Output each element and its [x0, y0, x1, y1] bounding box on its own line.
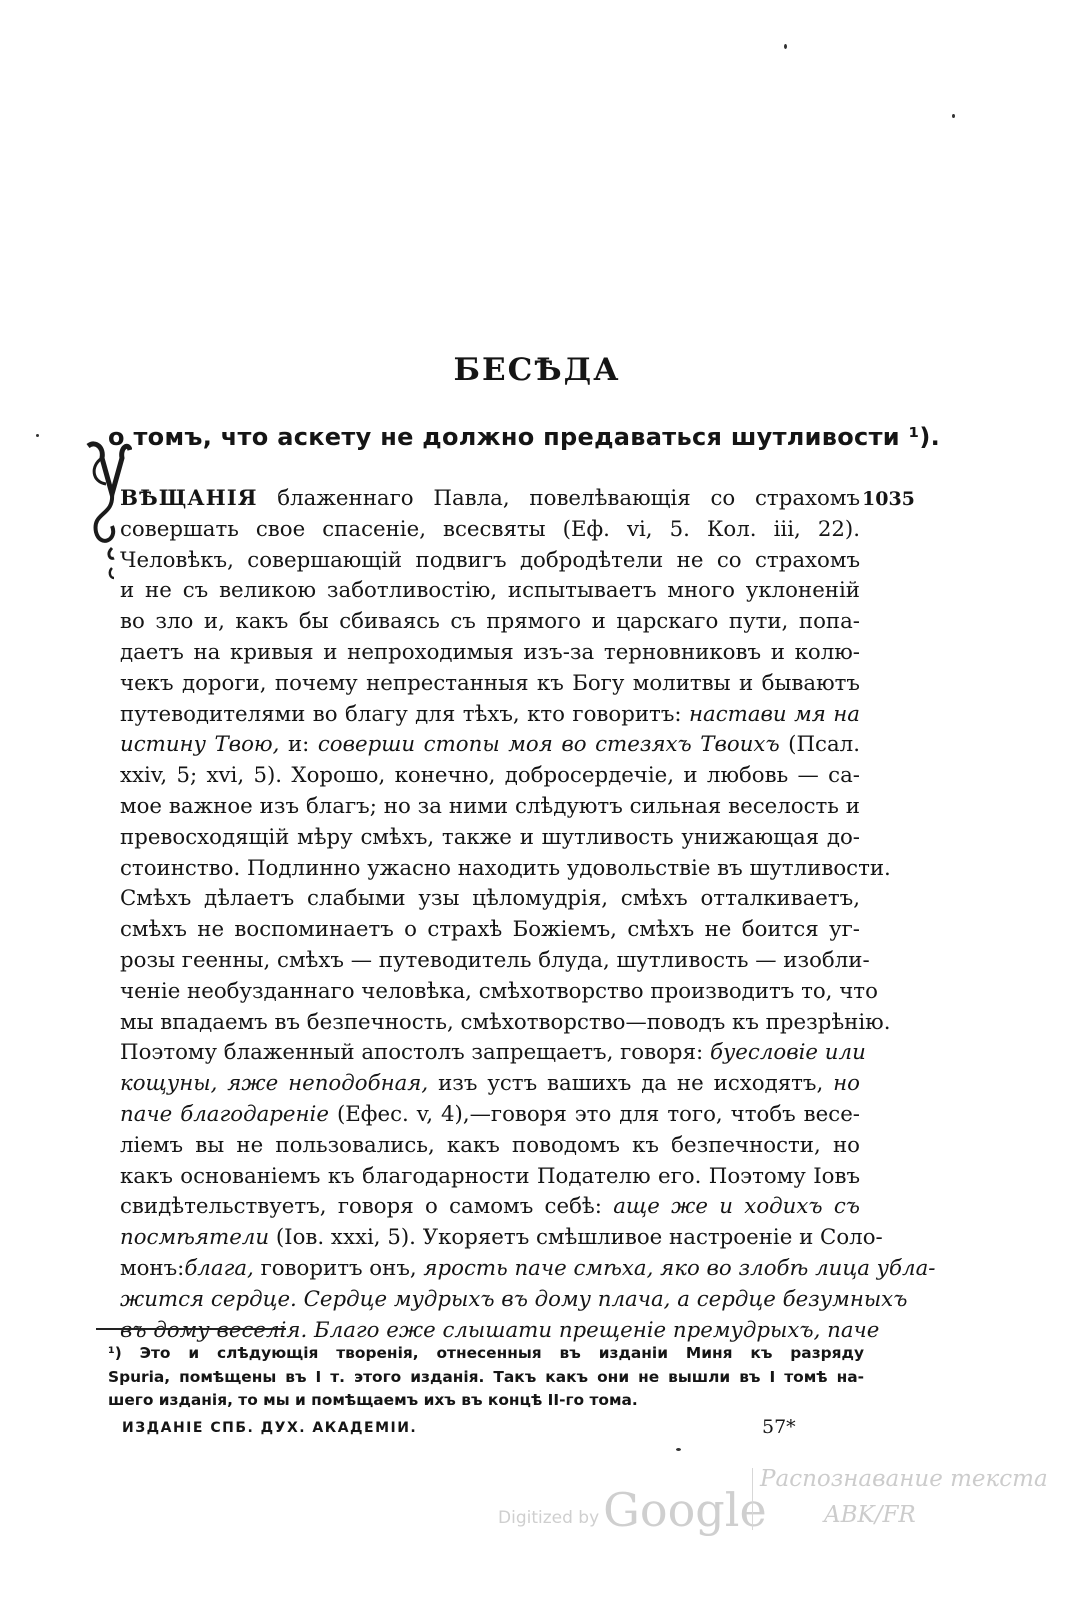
text-line: посмѣятели (Іов. xxxi, 5). Укоряетъ смѣшливое настроеніе и Соло-: [120, 1225, 883, 1251]
text-line: Человѣкъ, совершающій подвигъ добродѣтели не со страхомъ: [120, 547, 860, 573]
text-line: смѣхъ не воспоминаетъ о страхѣ Божіемъ, смѣхъ не боится уг-: [120, 917, 860, 943]
text-line: даетъ на кривыя и непроходимыя изъ-за терновниковъ и колю-: [120, 639, 860, 665]
text-line: свидѣтельствуетъ, говоря о самомъ себѣ: аще же и ходихъ съ: [120, 1194, 860, 1220]
signature-mark: 57*: [762, 1416, 796, 1438]
scripture-quote: въ дому веселія. Благо еже слышати прещеніе премудрыхъ, паче: [120, 1317, 880, 1343]
print-speck: [676, 1448, 681, 1451]
scripture-quote: буесловіе или: [709, 1040, 866, 1066]
text-line: ліемъ вы не пользовались, какъ поводомъ къ безпечности, но: [120, 1132, 860, 1158]
digitized-by-label: Digitized by: [498, 1508, 600, 1528]
google-logo: Google: [603, 1483, 767, 1537]
print-speck: [36, 434, 39, 437]
scripture-quote: аще же и ходихъ съ: [613, 1194, 860, 1220]
scripture-quote: посмѣятели: [120, 1225, 270, 1251]
text-line: мы впадаемъ въ безпечность, смѣхотворство—поводъ къ презрѣнію.: [120, 1009, 891, 1035]
footnote-divider: [96, 1328, 286, 1330]
print-speck: [952, 114, 955, 118]
scripture-quote: паче благодареніе: [120, 1101, 329, 1127]
text-line: [120, 1285, 908, 1316]
text-line: и не съ великою заботливостію, испытываетъ много уклоненій: [120, 578, 860, 604]
footnote-line: ¹) Это и слѣдующія творенія, отнесенныя въ изданіи Миня къ разряду: [108, 1344, 864, 1362]
scripture-quote: настави мя на: [688, 701, 860, 727]
scripture-quote: жится сердце. Сердце мудрыхъ въ дому плача, а сердце безумныхъ: [120, 1286, 908, 1312]
text-line: путеводителями во благу для тѣхъ, кто говоритъ: настави мя на: [120, 701, 860, 727]
text-line: xxiv, 5; xvi, 5). Хорошо, конечно, добросердечіе, и любовь — са-: [120, 763, 860, 789]
scripture-quote: но: [833, 1071, 860, 1097]
scripture-quote: кощуны, яже неподобная,: [120, 1071, 429, 1097]
publisher-footer: ИЗДАНІЕ СПБ. ДУХ. АКАДЕМІИ.: [122, 1420, 418, 1436]
text-line: какъ основаніемъ къ благодарности Подателю его. Поэтому Іовъ: [120, 1163, 860, 1189]
watermark-divider: [752, 1468, 753, 1530]
text-line: Поэтому блаженный апостолъ запрещаетъ, говоря: буесловіе или: [120, 1040, 866, 1066]
scripture-quote: блага,: [184, 1255, 254, 1281]
text-line: стоинство. Подлинно ужасно находить удовольствіе въ шутливости.: [120, 855, 891, 881]
ocr-credit: ABK/FR: [824, 1502, 916, 1528]
text-line: превосходящій мѣру смѣхъ, также и шутливость унижающая до-: [120, 824, 860, 850]
margin-column-number: 1035: [862, 488, 915, 510]
text-line: ченіе необузданнаго человѣка, смѣхотворство производитъ то, что: [120, 978, 878, 1004]
google-watermark: [498, 1470, 767, 1540]
text-line: паче благодареніе (Ефес. v, 4),—говоря это для того, чтобъ весе-: [120, 1101, 860, 1127]
page-subtitle: о томъ, что аскету не должно предаваться шутливости ¹).: [108, 423, 941, 451]
text-line: ВѢЩАНІЯ блаженнаго Павла, повелѣвающія со страхомъ: [120, 486, 860, 511]
text-line: кощуны, яже неподобная, изъ устъ вашихъ да не исходятъ, но: [120, 1071, 860, 1097]
text-line: истину Твою, и: соверши стопы моя во стезяхъ Твоихъ (Псал.: [120, 732, 860, 758]
text-line: монъ:блага, говоритъ онъ, ярость паче смѣха, яко во злобѣ лица убла-: [120, 1255, 936, 1281]
scripture-quote: истину Твою,: [120, 732, 280, 758]
footnote-line: шего изданія, то мы и помѣщаемъ ихъ въ концѣ II-го тома.: [108, 1391, 638, 1409]
scripture-quote: соверши стопы моя во стезяхъ Твоихъ: [317, 732, 780, 758]
opening-caps: ВѢЩАНІЯ: [120, 486, 258, 511]
text-line: Смѣхъ дѣлаетъ слабыми узы цѣломудрія, смѣхъ отталкиваетъ,: [120, 886, 860, 912]
page-title: БЕСѢДА: [453, 352, 621, 388]
ocr-watermark: [760, 1466, 1048, 1528]
scripture-quote: ярость паче смѣха, яко во злобѣ лица убла-: [423, 1255, 936, 1281]
footnote: [108, 1342, 864, 1413]
text-line: совершать свое спасеніе, всесвяты (Еф. vi, 5. Кол. iii, 22).: [120, 516, 860, 542]
text-line: розы геенны, смѣхъ — путеводитель блуда, шутливость — изобли-: [120, 947, 870, 973]
ocr-label: Распознавание текста: [760, 1466, 1048, 1492]
text-line: мое важное изъ благъ; но за ними слѣдуютъ сильная веселость и: [120, 793, 860, 819]
footnote-line: Spuria, помѣщены въ I т. этого изданія. Такъ какъ они не вышли въ I томѣ на-: [108, 1367, 864, 1386]
print-speck: [784, 44, 787, 49]
text-line: чекъ дороги, почему непрестанныя къ Богу молитвы и бываютъ: [120, 670, 860, 696]
text-line: во зло и, какъ бы сбиваясь съ прямого и царскаго пути, попа-: [120, 609, 860, 635]
